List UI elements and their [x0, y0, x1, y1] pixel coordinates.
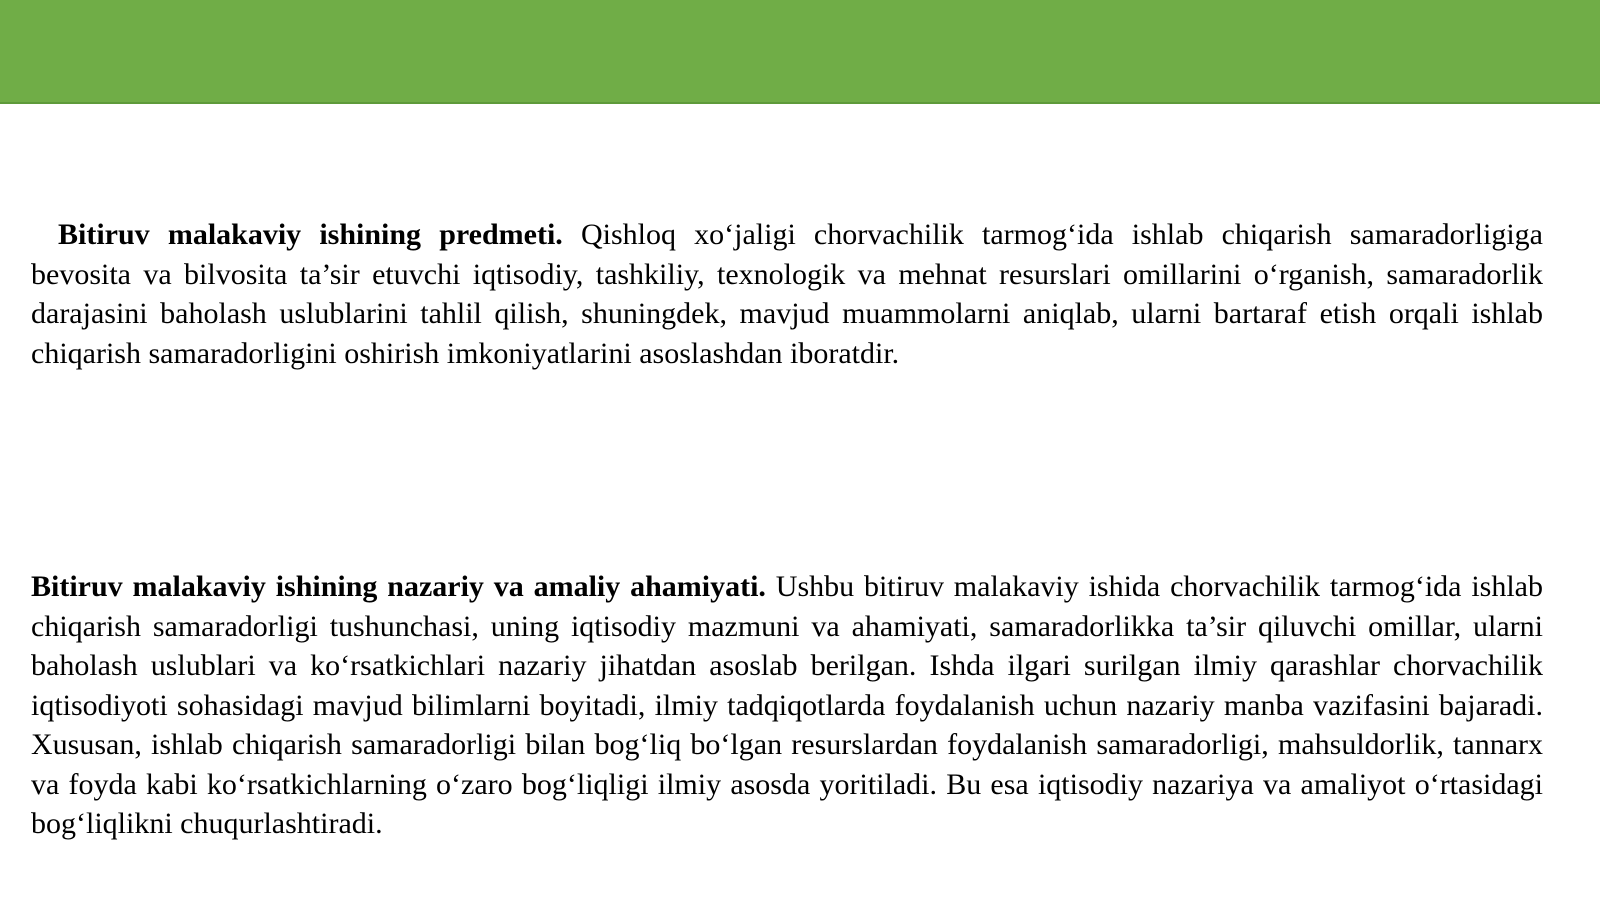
- paragraph-significance-heading: Bitiruv malakaviy ishining nazariy va amaliy ahamiyati.: [31, 570, 766, 603]
- paragraph-subject-heading: Bitiruv malakaviy ishining predmeti.: [58, 218, 563, 251]
- paragraph-significance: [31, 567, 1543, 844]
- paragraph-subject-body: Qishloq xo‘jaligi chorvachilik tarmog‘ida ishlab chiqarish samaradorligiga bevosita va bilvosita ta’sir etuvchi iqtisodiy, tashkiliy, texnologik va mehnat resurslari omillarini o‘rganish, samaradorlik darajasini baholash uslublarini tahlil qilish, shuningdek, mavjud muammolarni aniqlab, ularni bartaraf etish orqali ishlab chiqarish samaradorligini oshirish imkoniyatlarini asoslashdan iboratdir.: [31, 218, 1543, 370]
- header-band: [0, 0, 1600, 104]
- paragraph-significance-body: Ushbu bitiruv malakaviy ishida chorvachilik tarmog‘ida ishlab chiqarish samaradorligi tushunchasi, uning iqtisodiy mazmuni va ahamiyati, samaradorlikka ta’sir qiluvchi omillar, ularni baholash uslublari va ko‘rsatkichlari nazariy jihatdan asoslab berilgan. Ishda ilgari surilgan ilmiy qarashlar chorvachilik iqtisodiyoti sohasidagi mavjud bilimlarni boyitadi, ilmiy tadqiqotlarda foydalanish uchun nazariy manba vazifasini bajaradi. Xususan, ishlab chiqarish samaradorligi bilan bog‘liq bo‘lgan resurslardan foydalanish samaradorligi, mahsuldorlik, tannarx va foyda kabi ko‘rsatkichlarning o‘zaro bog‘liqligi ilmiy asosda yoritiladi. Bu esa iqtisodiy nazariya va amaliyot o‘rtasidagi bog‘liqlikni chuqurlashtiradi.: [31, 570, 1543, 840]
- paragraph-subject: [31, 215, 1543, 373]
